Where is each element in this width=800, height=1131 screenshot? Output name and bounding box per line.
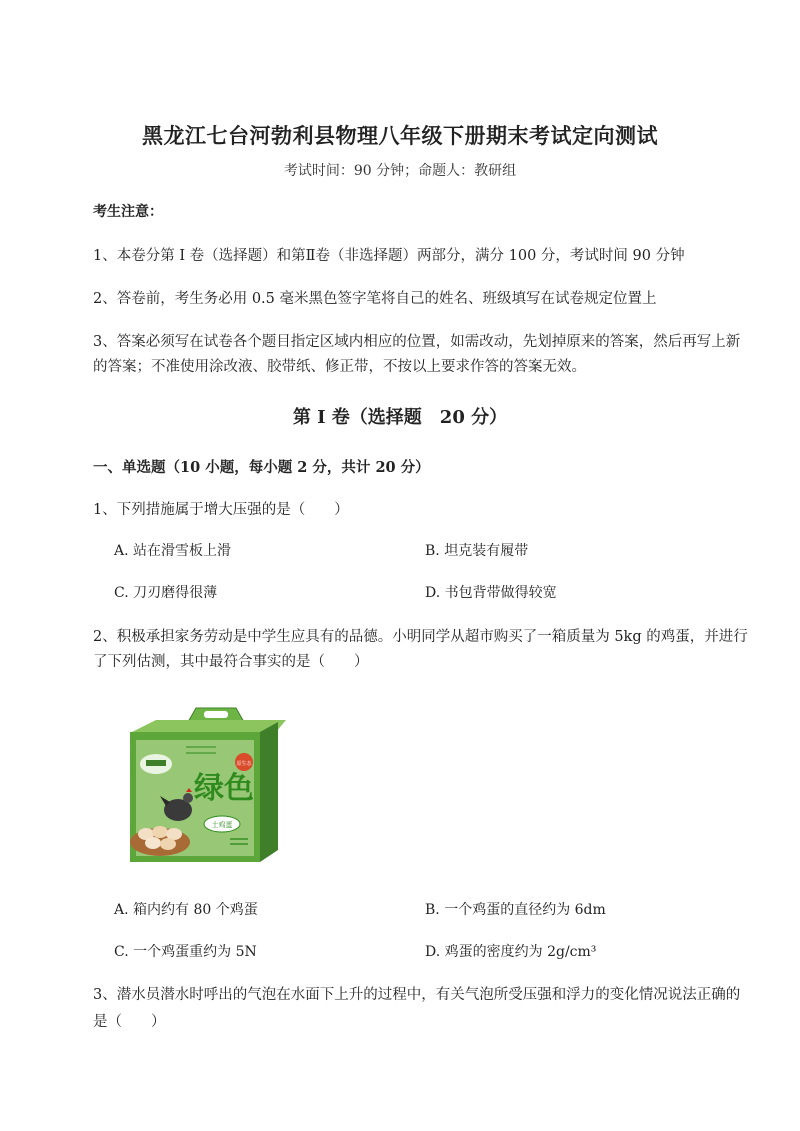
box-small-text: 土鸡蛋 bbox=[211, 821, 233, 829]
question-1-option-b: B. 坦克装有履带 bbox=[425, 543, 529, 559]
exam-info: 考试时间：90 分钟；命题人：教研组 bbox=[283, 163, 517, 179]
notice-item-2: 2、答卷前，考生务必用 0.5 毫米黑色签字笔将自己的姓名、班级填写在试卷规定位置上 bbox=[93, 291, 657, 307]
question-1-stem: 1、下列措施属于增大压强的是（ ） bbox=[93, 502, 349, 518]
question-2-option-b: B. 一个鸡蛋的直径约为 6dm bbox=[425, 902, 606, 918]
question-1-option-a: A. 站在滑雪板上滑 bbox=[114, 543, 232, 559]
question-1-option-c: C. 刀刃磨得很薄 bbox=[114, 585, 218, 601]
question-3-stem: 3、潜水员潜水时呼出的气泡在水面下上升的过程中，有关气泡所受压强和浮力的变化情况说法正确的 bbox=[93, 987, 741, 1003]
box-big-text: 绿色 bbox=[194, 771, 254, 806]
section-title: 第 I 卷（选择题 20 分） bbox=[292, 407, 508, 428]
question-2-stem-cont: 了下列估测，其中最符合事实的是（ ） bbox=[93, 654, 369, 670]
egg-box-image bbox=[126, 706, 291, 864]
question-2-option-d: D. 鸡蛋的密度约为 2g/cm³ bbox=[425, 944, 597, 960]
notice-heading: 考生注意： bbox=[93, 204, 163, 220]
notice-item-3: 3、答案必须写在试卷各个题目指定区域内相应的位置，如需改动，先划掉原来的答案，然后再写上新 bbox=[93, 334, 741, 350]
page-title: 黑龙江七台河勃利县物理八年级下册期末考试定向测试 bbox=[142, 123, 658, 148]
question-3-stem-cont: 是（ ） bbox=[93, 1014, 166, 1030]
question-1-option-d: D. 书包背带做得较宽 bbox=[425, 585, 557, 601]
box-badge-text: 原生态 bbox=[236, 761, 252, 767]
question-2-option-c: C. 一个鸡蛋重约为 5N bbox=[114, 944, 257, 960]
question-2-stem: 2、积极承担家务劳动是中学生应具有的品德。小明同学从超市购买了一箱质量为 5kg 的鸡蛋，并进行 bbox=[93, 629, 748, 645]
question-2-option-a: A. 箱内约有 80 个鸡蛋 bbox=[114, 902, 258, 918]
notice-item-1: 1、本卷分第 I 卷（选择题）和第Ⅱ卷（非选择题）两部分，满分 100 分，考试时间 90 分钟 bbox=[93, 248, 685, 264]
section-subheading: 一、单选题（10 小题，每小题 2 分，共计 20 分） bbox=[93, 459, 430, 476]
notice-item-3-cont: 的答案；不准使用涂改液、胶带纸、修正带，不按以上要求作答的答案无效。 bbox=[93, 359, 586, 375]
